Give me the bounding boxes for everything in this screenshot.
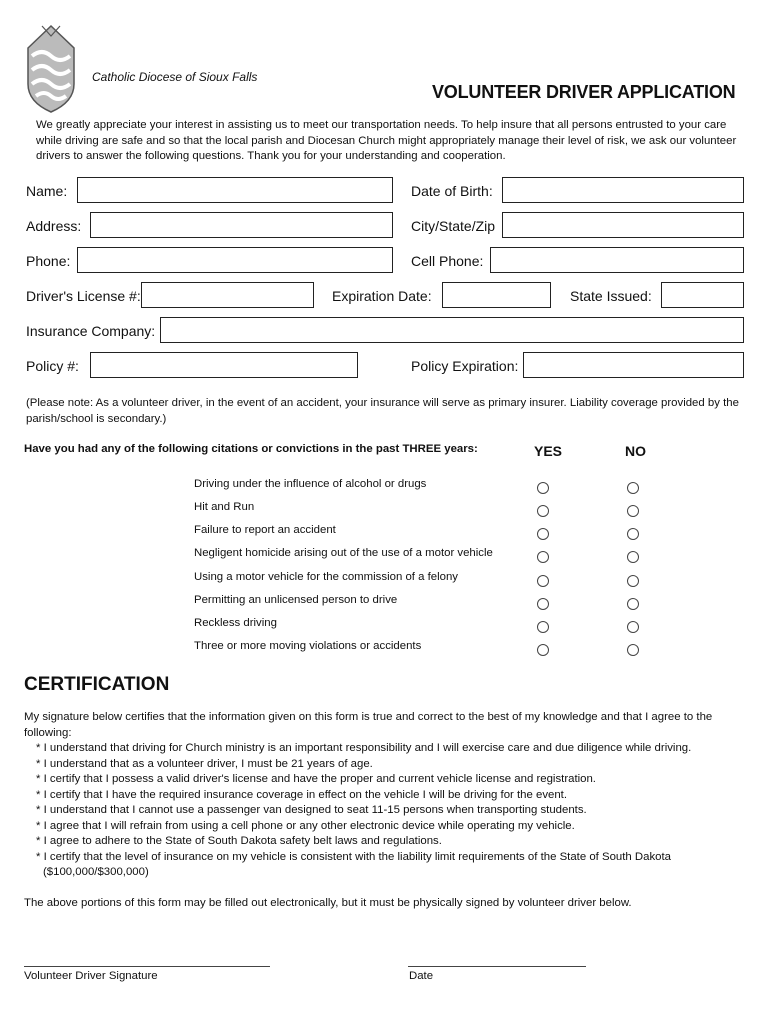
yes-radio[interactable]: [537, 575, 549, 587]
insurance-note: (Please note: As a volunteer driver, in the event of an accident, your insurance will serve as primary insurer. Liability coverage provided by the parish/school is secondary.): [26, 397, 739, 425]
certification-bullet: * I certify that I have the required insurance coverage in effect on the vehicle I will be driving for the event.: [36, 788, 568, 801]
policy-label: Policy #:: [26, 358, 79, 374]
state-label: State Issued:: [570, 288, 652, 304]
intro-text: We greatly appreciate your interest in assisting us to meet our transportation needs. To help insure that all persons entrusted to your care while driving are safe and so that the local parish and Diocesan Church might appropriately manage their level of risk, we ask our volunteer drivers to answer the following questions. Thank you for your understanding and cooperation.: [36, 119, 737, 162]
dob-label: Date of Birth:: [411, 183, 493, 199]
insurance-field[interactable]: [160, 317, 744, 343]
city-label: City/State/Zip: [411, 218, 496, 234]
page-title: VOLUNTEER DRIVER APPLICATION: [432, 82, 736, 102]
yes-radio[interactable]: [537, 644, 549, 656]
diocese-name: Catholic Diocese of Sioux Falls: [92, 70, 258, 84]
certification-heading: CERTIFICATION: [24, 674, 170, 695]
expiration-field[interactable]: [442, 282, 551, 308]
citation-item: Using a motor vehicle for the commission of a felony: [194, 571, 458, 583]
phone-field[interactable]: [77, 247, 393, 273]
certification-footer: The above portions of this form may be filled out electronically, but it must be physically signed by volunteer driver below.: [24, 896, 632, 909]
no-radio[interactable]: [627, 482, 639, 494]
cell-field[interactable]: [490, 247, 744, 273]
no-radio[interactable]: [627, 575, 639, 587]
yes-radio[interactable]: [537, 505, 549, 517]
yes-header: YES: [534, 443, 563, 459]
expiration-label: Expiration Date:: [332, 288, 432, 304]
certification-bullet: * I understand that as a volunteer driver, I must be 21 years of age.: [36, 757, 373, 770]
no-radio[interactable]: [627, 505, 639, 517]
signature-line[interactable]: [24, 966, 270, 967]
certification-bullet: * I certify that the level of insurance on my vehicle is consistent with the liability limit requirements of the State of South Dakota: [36, 850, 672, 863]
citation-item: Three or more moving violations or accidents: [194, 640, 422, 652]
state-field[interactable]: [661, 282, 744, 308]
name-field[interactable]: [77, 177, 393, 203]
yes-radio[interactable]: [537, 598, 549, 610]
citation-item: Hit and Run: [194, 501, 255, 513]
license-label: Driver's License #:: [26, 288, 141, 304]
citation-item: Permitting an unlicensed person to drive: [194, 594, 398, 606]
yes-radio[interactable]: [537, 621, 549, 633]
cell-label: Cell Phone:: [411, 253, 484, 269]
policy-exp-field[interactable]: [523, 352, 744, 378]
certification-bullet: * I certify that I possess a valid driver's license and have the proper and current vehicle license and registration.: [36, 773, 596, 785]
policy-field[interactable]: [90, 352, 358, 378]
citations-question: Have you had any of the following citations or convictions in the past THREE years:: [24, 443, 478, 455]
address-field[interactable]: [90, 212, 393, 238]
address-label: Address:: [26, 218, 82, 234]
name-label: Name:: [26, 183, 68, 199]
date-line[interactable]: [408, 966, 586, 967]
no-radio[interactable]: [627, 644, 639, 656]
certification-bullet: * I understand that driving for Church ministry is an important responsibility and I will exercise care and due diligence while driving.: [36, 742, 692, 754]
yes-radio[interactable]: [537, 482, 549, 494]
certification-bullet: * I agree to adhere to the State of South Dakota safety belt laws and regulations.: [36, 835, 442, 847]
citation-item: Driving under the influence of alcohol or drugs: [194, 478, 427, 490]
no-radio[interactable]: [627, 598, 639, 610]
certification-intro: My signature below certifies that the information given on this form is true and correct to the best of my knowledge and that I agree to the following:: [24, 711, 713, 739]
phone-label: Phone:: [26, 253, 71, 269]
no-radio[interactable]: [627, 621, 639, 633]
signature-label: Volunteer Driver Signature: [24, 970, 158, 982]
certification-text: [24, 710, 749, 911]
yes-radio[interactable]: [537, 551, 549, 563]
insurance-label: Insurance Company:: [26, 323, 156, 339]
policy-exp-label: Policy Expiration:: [411, 358, 519, 374]
yes-radio[interactable]: [537, 528, 549, 540]
no-header: NO: [625, 443, 646, 459]
citation-item: Reckless driving: [194, 617, 277, 629]
certification-bullet: * I understand that I cannot use a passenger van designed to seat 11-15 persons when transporting students.: [36, 804, 587, 816]
dob-field[interactable]: [502, 177, 744, 203]
diocese-logo: [20, 22, 82, 114]
citation-item: Negligent homicide arising out of the use of a motor vehicle: [194, 547, 493, 559]
no-radio[interactable]: [627, 551, 639, 563]
license-field[interactable]: [141, 282, 314, 308]
date-label: Date: [409, 970, 434, 982]
city-field[interactable]: [502, 212, 744, 238]
certification-bullet: * I agree that I will refrain from using a cell phone or any other electronic device while operating my vehicle.: [36, 819, 575, 832]
certification-bullet: ($100,000/$300,000): [43, 866, 149, 878]
citation-item: Failure to report an accident: [194, 524, 336, 536]
no-radio[interactable]: [627, 528, 639, 540]
